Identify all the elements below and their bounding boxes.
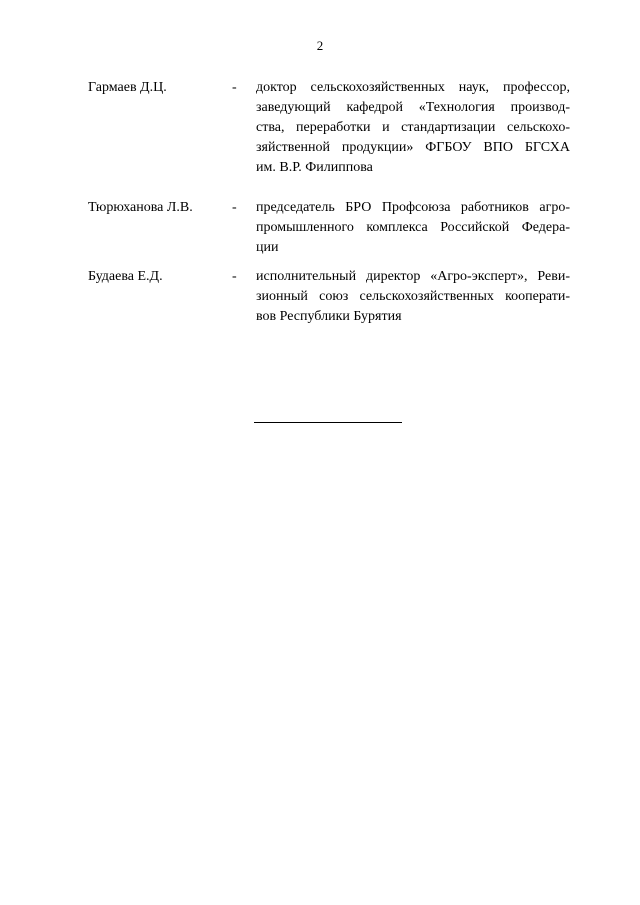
- member-name: Гармаев Д.Ц.: [88, 80, 167, 95]
- member-name: Будаева Е.Д.: [88, 269, 163, 284]
- separator-dash: -: [232, 200, 237, 215]
- member-name: Тюрюханова Л.В.: [88, 200, 193, 215]
- description-line: ции: [256, 240, 279, 255]
- description-line: вов Республики Бурятия: [256, 309, 402, 324]
- description-line: доктор сельскохозяйственных наук, профессор,: [256, 80, 570, 95]
- member-description: [256, 198, 570, 258]
- description-line: им. В.Р. Филиппова: [256, 160, 373, 175]
- description-line: промышленного комплекса Российской Федера-: [256, 220, 570, 235]
- description-line: исполнительный директор «Агро-эксперт», Реви-: [256, 269, 570, 284]
- description-line: зионный союз сельскохозяйственных кооперати-: [256, 289, 570, 304]
- description-line: ства, переработки и стандартизации сельскохо-: [256, 120, 570, 135]
- description-line: председатель БРО Профсоюза работников агро-: [256, 200, 570, 215]
- separator-dash: -: [232, 269, 237, 284]
- separator-dash: -: [232, 80, 237, 95]
- member-description: [256, 78, 570, 178]
- description-line: зяйственной продукции» ФГБОУ ВПО БГСХА: [256, 140, 570, 155]
- description-line: заведующий кафедрой «Технология производ-: [256, 100, 570, 115]
- page-number: 2: [316, 38, 324, 53]
- member-description: [256, 267, 570, 327]
- closing-rule: [254, 422, 402, 423]
